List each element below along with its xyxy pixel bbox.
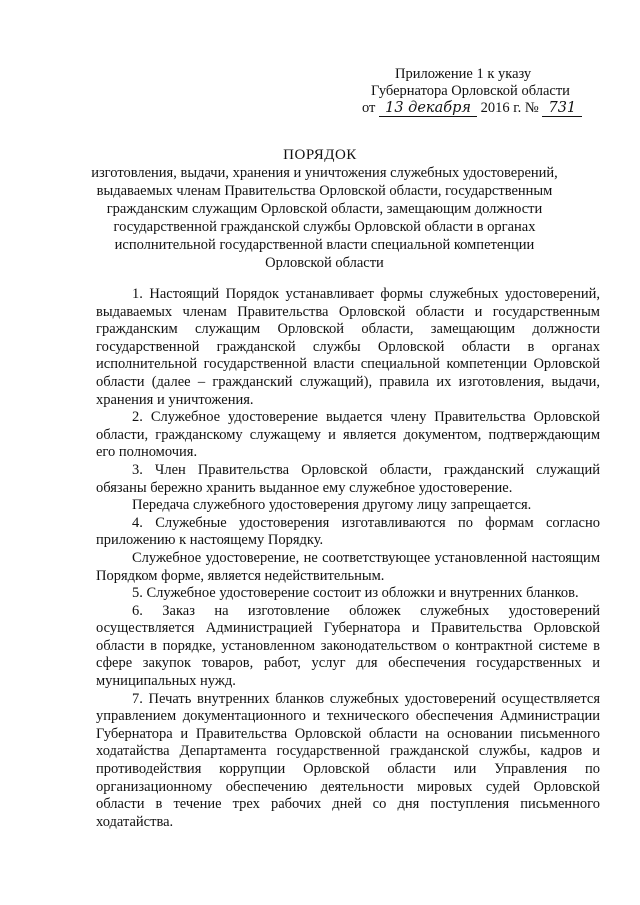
paragraph: 7. Печать внутренних бланков служебных удостоверений осуществляется управлением документационного и технического обеспечения Администрации Губернатора и Правительства Орловской области на основании письменного ходатайства Департамента государственной гражданской службы, кадров и противодействия коррупции Орловской области или Управления по организационному обеспечению деятельности мировых судей Орловской области в течение трех рабочих дней со дня поступления письменного ходатайства. — [96, 690, 600, 830]
paragraph: 4. Служебные удостоверения изготавливаются по формам согласно приложению к настоящему Порядку. — [96, 514, 600, 549]
appendix-header — [362, 66, 602, 117]
paragraph: Служебное удостоверение, не соответствующее установленной настоящим Порядком форме, является недействительным. — [96, 549, 600, 584]
handwritten-date: 13 декабря — [379, 101, 477, 117]
from-word: от — [362, 100, 376, 116]
year-text: 2016 г. № — [480, 100, 539, 116]
appendix-line-3 — [362, 100, 602, 117]
handwritten-number: 731 — [542, 101, 582, 117]
paragraph: 6. Заказ на изготовление обложек служебных удостоверений осуществляется Администрацией Губернатора и Правительства Орловской области в порядке, установленном законодательством о контрактной системе в сфере закупок товаров, работ, услуг для обеспечения государственных и муниципальных нужд. — [96, 602, 600, 690]
paragraph: 1. Настоящий Порядок устанавливает формы служебных удостоверений, выдаваемых членам Правительства Орловской области и государственным гражданским служащим Орловской области, замещающим должности государственной гражданской службы Орловской области в органах исполнительной государственной власти специальной компетенции Орловской области (далее – гражданский служащий), правила их изготовления, выдачи, хранения и уничтожения. — [96, 286, 600, 408]
document-body — [96, 286, 600, 831]
appendix-line-1: Приложение 1 к указу — [395, 66, 532, 82]
document-subtitle: изготовления, выдачи, хранения и уничтожения служебных удостоверений, выдаваемых членам Правительства Орловской области, государственным гражданским служащим Орловской области, замещающим должности государственной гражданской службы Орловской области в органах исполнительной государственной власти специальной компетенции Орловской области — [91, 165, 558, 271]
paragraph: Передача служебного удостоверения другому лицу запрещается. — [132, 497, 532, 514]
document-title: ПОРЯДОК — [283, 147, 357, 163]
paragraph: 5. Служебное удостоверение состоит из обложки и внутренних бланков. — [132, 585, 579, 602]
paragraph: 3. Член Правительства Орловской области, гражданский служащий обязаны бережно хранить выданное ему служебное удостоверение. — [96, 461, 600, 496]
appendix-line-2: Губернатора Орловской области — [371, 83, 570, 99]
paragraph: 2. Служебное удостоверение выдается члену Правительства Орловской области, гражданскому служащему и является документом, подтверждающим его полномочия. — [96, 409, 600, 461]
